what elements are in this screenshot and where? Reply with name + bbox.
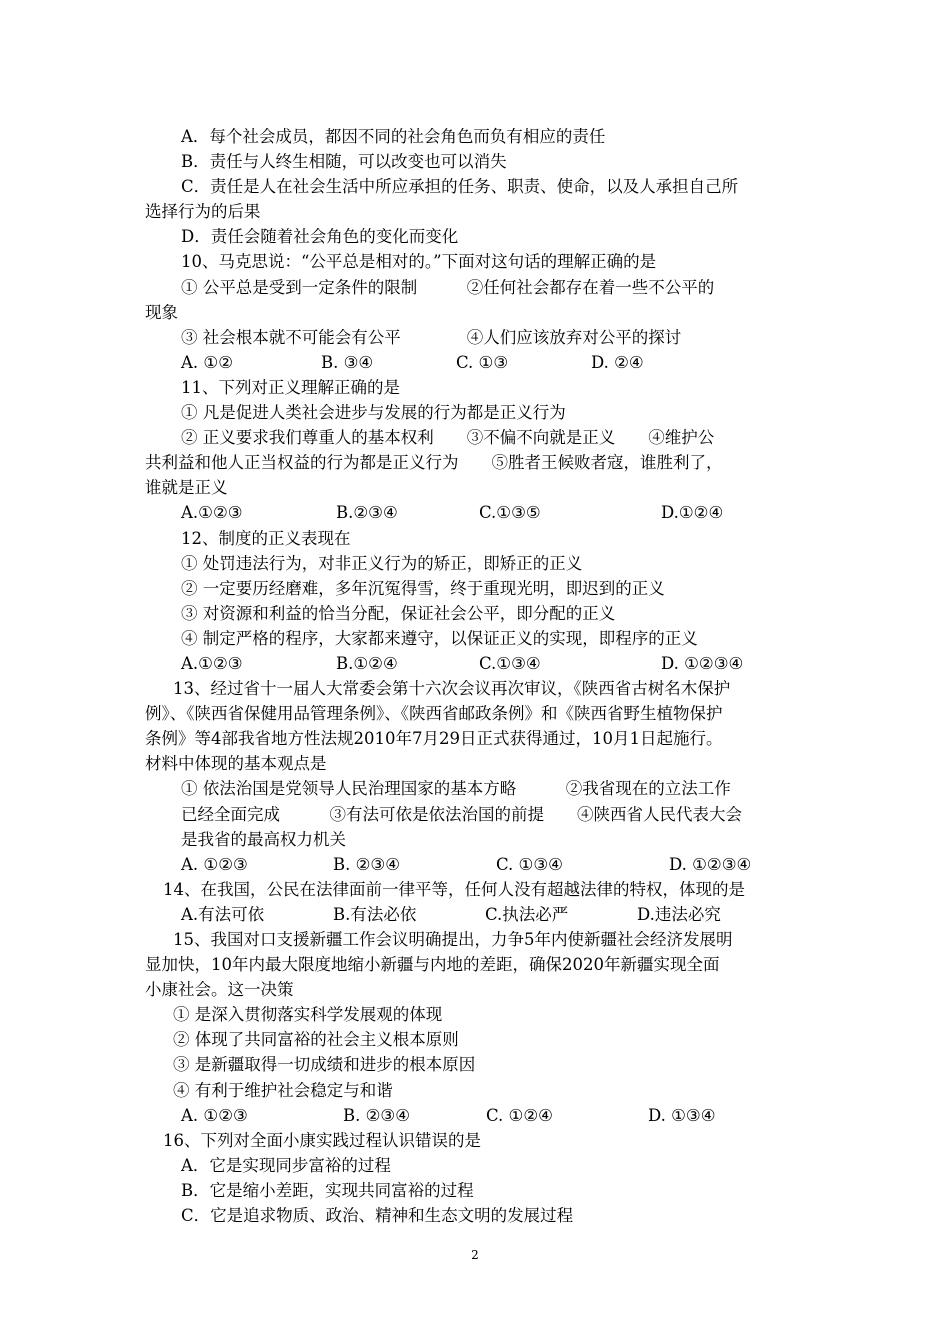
- q13-stem: 13、经过省十一届人大常委会第十六次会议再次审议，《陕西省古树名木保护: [173, 679, 731, 699]
- q9-option-a: A．每个社会成员，都因不同的社会角色而负有相应的责任: [181, 127, 606, 146]
- q14-option-c: C.执法必严: [485, 904, 569, 924]
- q13-options: [145, 852, 810, 877]
- q12-statement-3: ③ 对资源和利益的恰当分配，保证社会公平，即分配的正义: [181, 603, 616, 623]
- q16-option-a: A．它是实现同步富裕的过程: [181, 1155, 391, 1175]
- q15-stem: 15、我国对口支援新疆工作会议明确提出，力争5年内使新疆社会经济发展明: [173, 930, 733, 949]
- q13-statement-2-4: 已经全面完成 ③有法可依是依法治国的前提 ④陕西省人民代表大会: [181, 804, 742, 824]
- q9-option-b: B．责任与人终生相随，可以改变也可以消失: [181, 152, 507, 172]
- q11-statement-2-4: ② 正义要求我们尊重人的基本权利 ③不偏不向就是正义 ④维护公: [181, 428, 715, 448]
- q15-stem-cont-1: 显加快，10年内最大限度地缩小新疆与内地的差距，确保2020年新疆实现全面: [145, 955, 720, 975]
- q11-stem: 11、下列对正义理解正确的是: [181, 377, 400, 397]
- q10-statement-2-cont: 现象: [145, 302, 178, 322]
- q15-statement-1: ① 是深入贯彻落实科学发展观的体现: [173, 1005, 443, 1025]
- q15-statement-3: ③ 是新疆取得一切成绩和进步的根本原因: [173, 1055, 476, 1075]
- q14-option-a: A.有法可依: [181, 904, 265, 924]
- q12-options: [145, 651, 810, 676]
- q9-option-d: D．责任会随着社会角色的变化而变化: [181, 227, 459, 247]
- q11-option-d: D.①②④: [661, 503, 724, 523]
- q10-option-d: D. ②④: [591, 352, 644, 372]
- q11-option-b: B.②③④: [336, 503, 398, 523]
- page-number: 2: [471, 1248, 479, 1262]
- q13-stem-cont-2: 条例》等4部我省地方性法规2010年7月29日正式获得通过，10月1日起施行。: [145, 729, 723, 749]
- q12-option-c: C.①③④: [479, 653, 541, 673]
- q10-statement-1-2: ① 公平总是受到一定条件的限制 ②任何社会都存在着一些不公平的: [181, 277, 715, 297]
- q13-option-b: B. ②③④: [333, 854, 400, 874]
- q13-option-c: C. ①③④: [496, 854, 563, 874]
- q15-statement-4: ④ 有利于维护社会稳定与和谐: [173, 1080, 393, 1100]
- q12-option-b: B.①②④: [336, 653, 398, 673]
- q16-stem: 16、下列对全面小康实践过程认识错误的是: [163, 1130, 481, 1150]
- q11-statement-4-5: 共利益和他人正当权益的行为都是正义行为 ⑤胜者王候败者寇，谁胜利了，: [145, 453, 723, 473]
- q11-options: [145, 500, 810, 525]
- q11-option-c: C.①③⑤: [479, 503, 541, 523]
- q14-option-b: B.有法必依: [333, 904, 417, 924]
- q10-option-b: B. ③④: [321, 352, 374, 372]
- q11-statement-1: ① 凡是促进人类社会进步与发展的行为都是正义行为: [181, 403, 566, 423]
- q12-stem: 12、制度的正义表现在: [181, 528, 351, 548]
- q13-stem-cont-3: 材料中体现的基本观点是: [145, 754, 327, 774]
- q15-stem-cont-2: 小康社会。这一决策: [145, 980, 294, 1000]
- q15-option-c: C. ①②④: [486, 1105, 553, 1125]
- q13-option-d: D. ①②③④: [669, 854, 752, 874]
- q13-statement-4-cont: 是我省的最高权力机关: [181, 829, 346, 849]
- q13-statement-1-2: ① 依法治国是党领导人民治理国家的基本方略 ②我省现在的立法工作: [181, 779, 731, 799]
- q13-stem-cont-1: 例》、《陕西省保健用品管理条例》、《陕西省邮政条例》和《陕西省野生植物保护: [145, 704, 723, 724]
- q15-options: [145, 1103, 810, 1128]
- question-content: [145, 124, 810, 1228]
- q16-option-b: B．它是缩小差距，实现共同富裕的过程: [181, 1180, 474, 1200]
- q11-option-a: A.①②③: [181, 503, 243, 523]
- q12-statement-4: ④ 制定严格的程序，大家都来遵守，以保证正义的实现，即程序的正义: [181, 628, 698, 648]
- q12-option-d: D. ①②③④: [661, 653, 744, 673]
- q14-stem: 14、在我国，公民在法律面前一律平等，任何人没有超越法律的特权，体现的是: [163, 879, 745, 899]
- q15-option-b: B. ②③④: [343, 1105, 410, 1125]
- q16-option-c: C．它是追求物质、政治、精神和生态文明的发展过程: [181, 1206, 574, 1226]
- q15-statement-2: ② 体现了共同富裕的社会主义根本原则: [173, 1030, 459, 1050]
- q10-stem: 10、马克思说：“公平总是相对的。”下面对这句话的理解正确的是: [181, 252, 657, 272]
- q9-option-c-cont: 选择行为的后果: [145, 202, 261, 222]
- q14-option-d: D.违法必究: [637, 904, 721, 924]
- q10-option-c: C. ①③: [456, 352, 509, 372]
- q12-statement-2: ② 一定要历经磨难，多年沉冤得雪，终于重现光明，即迟到的正义: [181, 578, 665, 598]
- q14-options: [145, 902, 810, 927]
- q11-statement-5-cont: 谁就是正义: [145, 478, 228, 498]
- q9-option-c: C．责任是人在社会生活中所应承担的任务、职责、使命，以及人承担自己所: [181, 177, 739, 197]
- q13-option-a: A. ①②③: [181, 854, 248, 874]
- q15-option-d: D. ①③④: [648, 1105, 716, 1125]
- q12-statement-1: ① 处罚违法行为，对非正义行为的矫正，即矫正的正义: [181, 553, 583, 573]
- q10-options: [145, 350, 810, 375]
- q10-statement-3-4: ③ 社会根本就不可能会有公平 ④人们应该放弃对公平的探讨: [181, 327, 682, 347]
- q10-option-a: A. ①②: [181, 352, 233, 372]
- q12-option-a: A.①②③: [181, 653, 243, 673]
- q15-option-a: A. ①②③: [181, 1105, 248, 1125]
